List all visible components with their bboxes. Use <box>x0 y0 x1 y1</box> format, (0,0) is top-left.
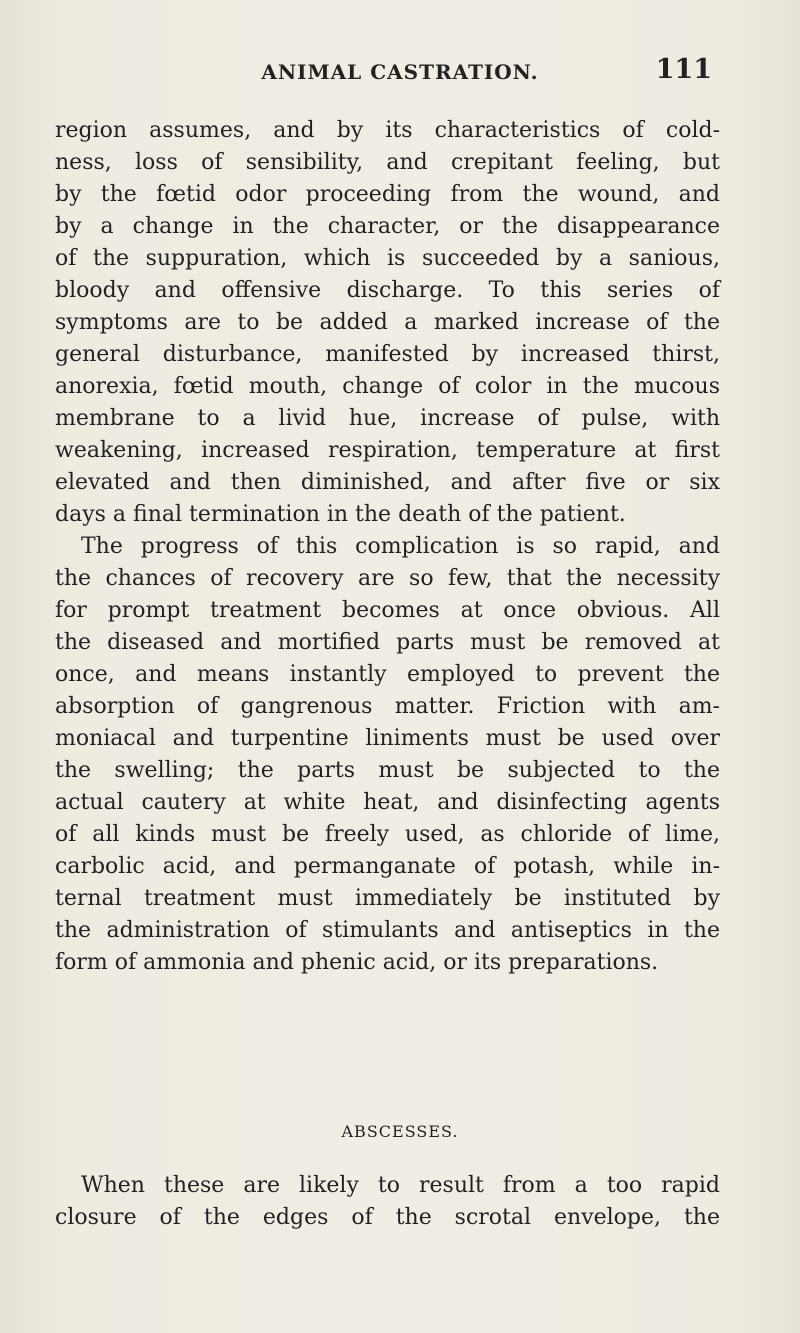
section-text-block <box>55 1170 720 1234</box>
text-line: When these are likely to result from a too rapid <box>81 1173 720 1198</box>
text-line: absorption of gangrenous matter. Friction with am- <box>55 694 720 719</box>
page-number: 111 <box>655 54 712 85</box>
text-line: the administration of stimulants and antiseptics in the <box>55 918 720 943</box>
running-title: ANIMAL CASTRATION. <box>261 60 539 84</box>
text-line: symptoms are to be added a marked increase of the <box>55 310 720 335</box>
page-header <box>0 54 800 90</box>
text-line: of the suppuration, which is succeeded by a sanious, <box>55 246 720 271</box>
text-line: the chances of recovery are so few, that the necessity <box>55 566 720 591</box>
text-line: of all kinds must be freely used, as chloride of lime, <box>55 822 720 847</box>
text-line: The progress of this complication is so rapid, and <box>81 534 720 559</box>
text-line: moniacal and turpentine liniments must be used over <box>55 726 720 751</box>
text-line: by the fœtid odor proceeding from the wound, and <box>55 182 720 207</box>
main-text-block <box>55 115 720 979</box>
text-line: weakening, increased respiration, temperature at first <box>55 438 720 463</box>
text-line: region assumes, and by its characteristics of cold- <box>55 118 720 143</box>
text-line: closure of the edges of the scrotal envelope, the <box>55 1205 720 1230</box>
text-line: bloody and offensive discharge. To this series of <box>55 278 720 303</box>
text-line: form of ammonia and phenic acid, or its preparations. <box>55 950 659 975</box>
text-line: the diseased and mortified parts must be removed at <box>55 630 720 655</box>
text-line: the swelling; the parts must be subjected to the <box>55 758 720 783</box>
section-heading: ABSCESSES. <box>341 1122 459 1141</box>
text-line: once, and means instantly employed to prevent the <box>55 662 720 687</box>
text-line: general disturbance, manifested by increased thirst, <box>55 342 720 367</box>
text-line: anorexia, fœtid mouth, change of color in the mucous <box>55 374 720 399</box>
text-line: ternal treatment must immediately be instituted by <box>55 886 720 911</box>
text-line: membrane to a livid hue, increase of pulse, with <box>55 406 720 431</box>
text-line: ness, loss of sensibility, and crepitant feeling, but <box>55 150 720 175</box>
text-line: carbolic acid, and permanganate of potash, while in- <box>55 854 720 879</box>
text-line: elevated and then diminished, and after five or six <box>55 470 720 495</box>
text-line: for prompt treatment becomes at once obvious. All <box>55 598 720 623</box>
text-line: actual cautery at white heat, and disinfecting agents <box>55 790 720 815</box>
text-line: days a final termination in the death of the patient. <box>55 502 626 527</box>
text-line: by a change in the character, or the disappearance <box>55 214 720 239</box>
